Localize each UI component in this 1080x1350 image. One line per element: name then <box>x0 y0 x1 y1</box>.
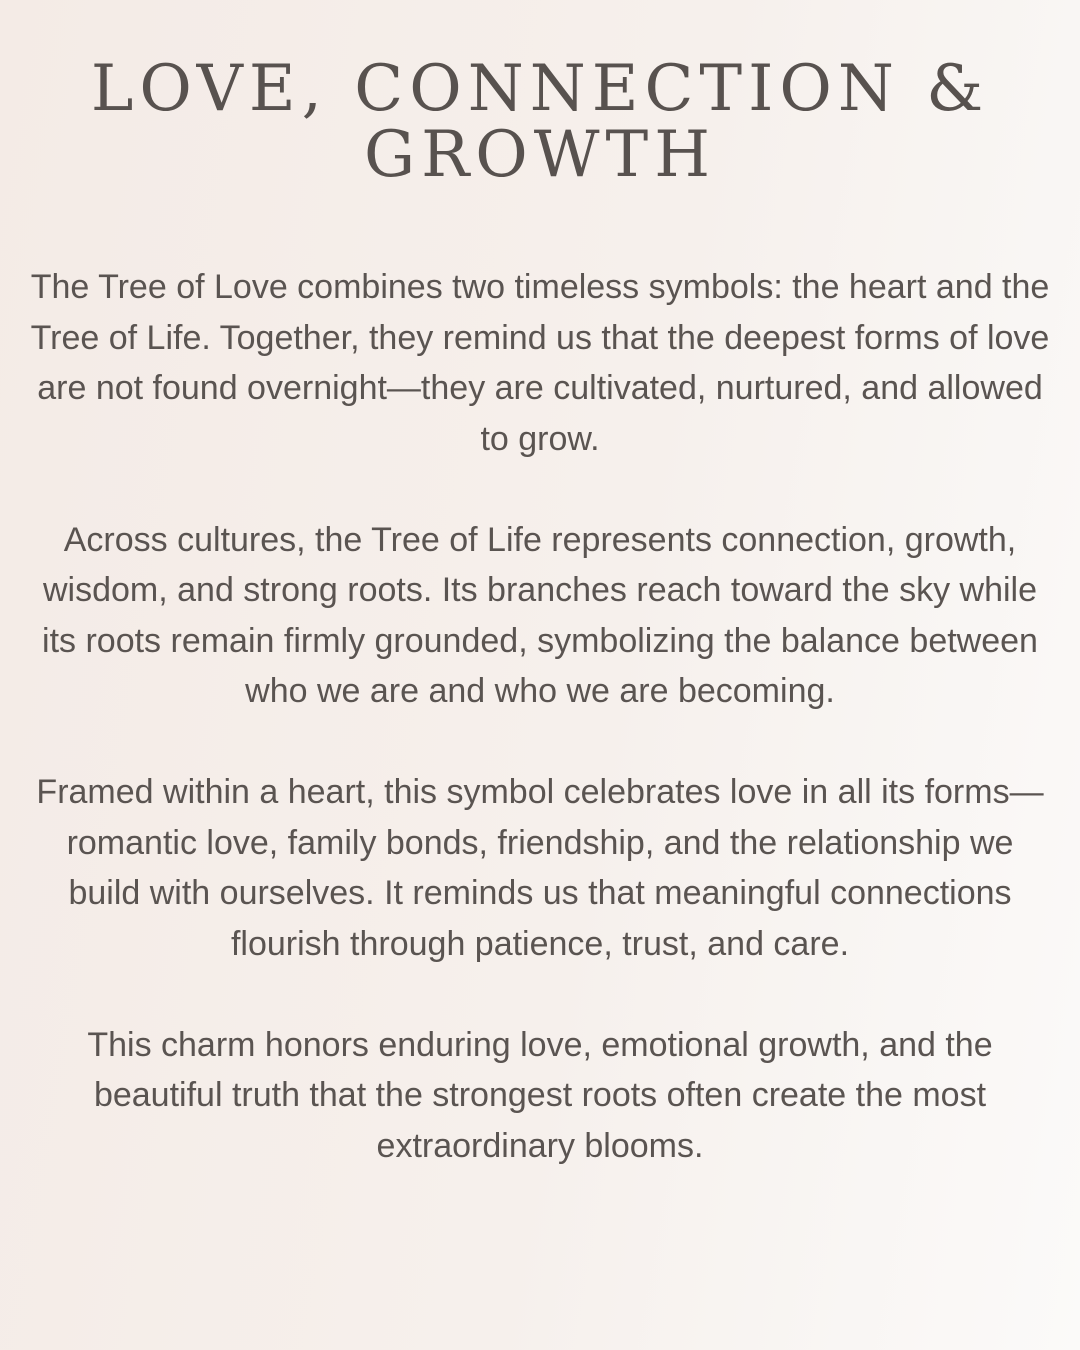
page-title <box>40 52 1040 192</box>
body-text <box>30 262 1050 1171</box>
paragraph-tree-of-life: Across cultures, the Tree of Life represents connection, growth, wisdom, and strong roots. Its branches reach toward the sky while its roots remain firmly grounded, symbolizing the balance between who we are and who we are becoming. <box>42 520 1038 710</box>
page-title-line-1: LOVE, CONNECTION & <box>90 52 990 126</box>
paragraph-charm: This charm honors enduring love, emotional growth, and the beautiful truth that the strongest roots often create the most extraordinary blooms. <box>87 1025 993 1165</box>
paragraph-heart-frame: Framed within a heart, this symbol celebrates love in all its forms—romantic love, family bonds, friendship, and the relationship we build with ourselves. It reminds us that meaningful connections flourish through patience, trust, and care. <box>36 773 1044 963</box>
page-title-line-2: GROWTH <box>363 118 717 192</box>
paragraph-intro: The Tree of Love combines two timeless symbols: the heart and the Tree of Life. Together, they remind us that the deepest forms of love are not found overnight—they are cultivated, nurtured, and allowed to grow. <box>30 268 1050 458</box>
